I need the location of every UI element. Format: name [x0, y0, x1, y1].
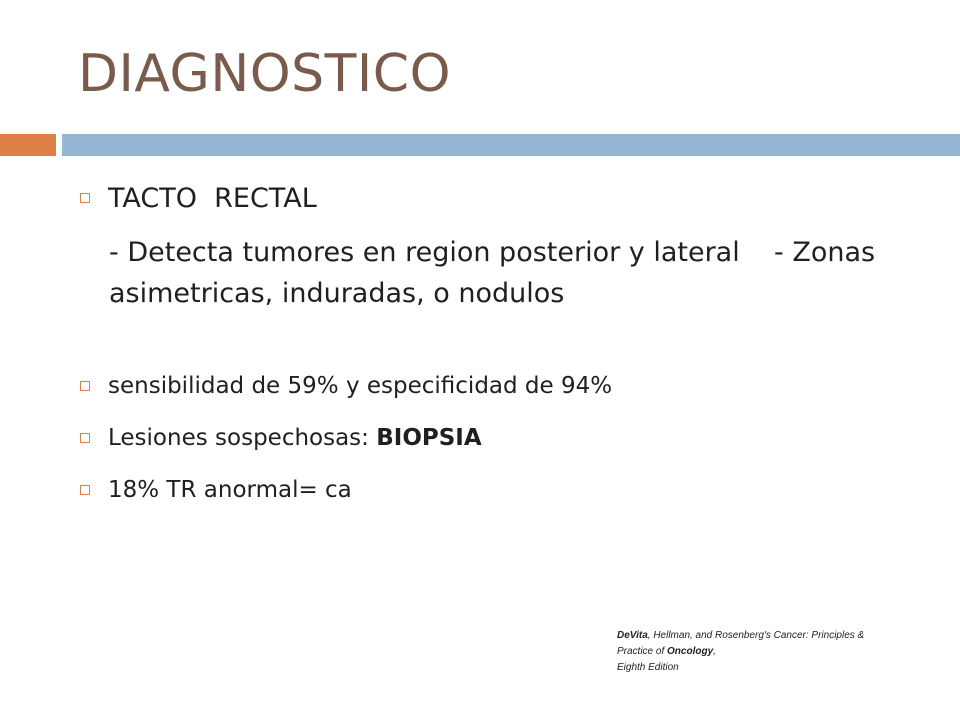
bullet-item-tacto-rectal: [80, 180, 900, 218]
bullet-text-bold: BIOPSIA: [376, 425, 482, 451]
sub-text: - Detecta tumores en region posterior y lateral - Zonas asimetricas, induradas, o nodulos: [109, 237, 884, 309]
citation-line-1: DeVita, Hellman, and Rosenberg's Cancer: Principles &: [617, 630, 865, 641]
citation-line-3: Eighth Edition: [617, 662, 679, 673]
bullet-text: TACTO RECTAL: [108, 183, 317, 214]
bullet-text: 18% TR anormal= ca: [108, 477, 352, 503]
accent-bar-blue: [62, 134, 960, 156]
bullet-item-lesiones: [80, 422, 900, 454]
citation-author: DeVita: [617, 630, 648, 641]
bullet-item-sensibilidad: [80, 370, 900, 402]
bullet-text: [108, 422, 482, 454]
bullet-text: sensibilidad de 59% y especificidad de 94%: [108, 373, 613, 399]
hollow-square-bullet-icon: [80, 433, 90, 443]
citation-line-2: Practice of Oncology,: [617, 646, 716, 657]
hollow-square-bullet-icon: [80, 485, 90, 495]
accent-bar-orange: [0, 134, 56, 156]
spacer: [80, 314, 900, 370]
slide-body: [80, 180, 900, 506]
bullet-text-prefix: Lesiones sospechosas:: [108, 425, 377, 451]
bullet-item-tr-anormal: [80, 474, 900, 506]
hollow-square-bullet-icon: [80, 193, 90, 203]
hollow-square-bullet-icon: [80, 381, 90, 391]
citation-bold: Oncology: [667, 646, 714, 657]
citation: [617, 628, 927, 676]
slide-title: DIAGNOSTICO: [78, 44, 452, 104]
